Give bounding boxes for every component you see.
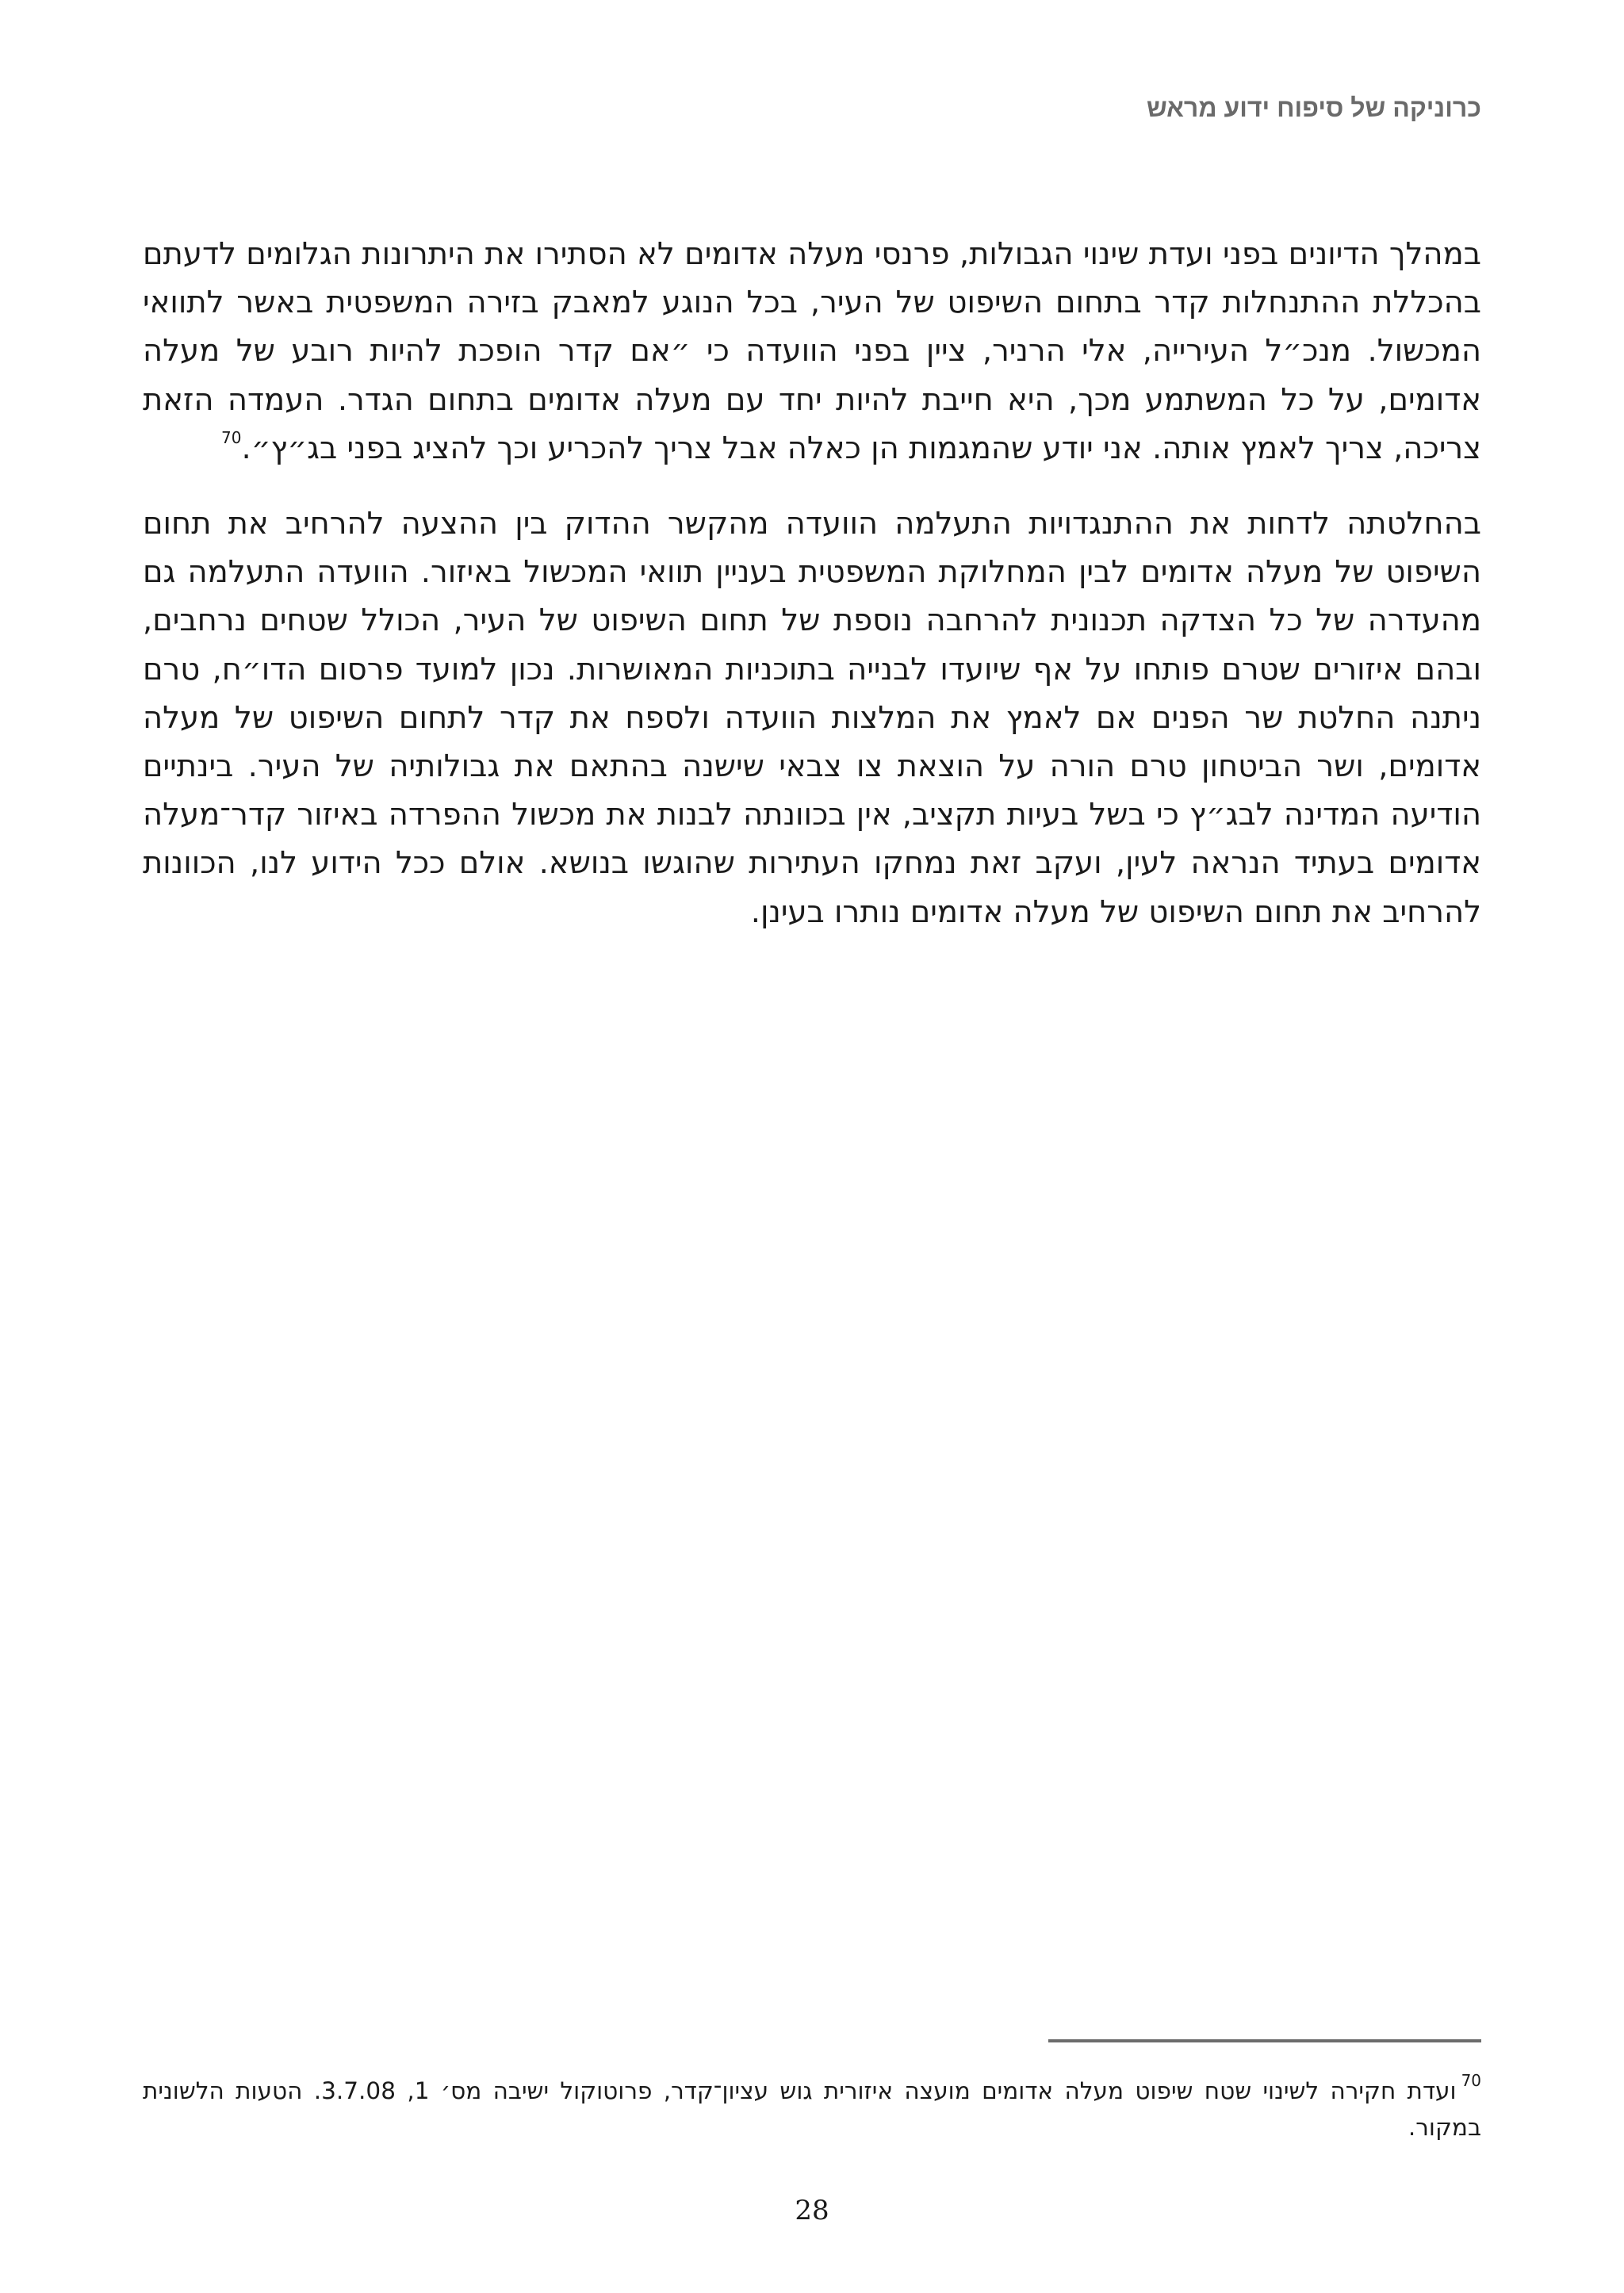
running-header-title: כרוניקה של סיפוח ידוע מראש <box>1146 94 1481 122</box>
footnote <box>143 2073 1481 2146</box>
main-text <box>143 230 1481 963</box>
paragraph-1-text: במהלך הדיונים בפני ועדת שינוי הגבולות, פרנסי מעלה אדומים לא הסתירו את היתרונות הגלומים לדעתם בהכללת ההתנחלות קדר בתחום השיפוט של העיר, בכל הנוגע למאבק בזירה המשפטית באשר לתוואי המכשול. מנכ״ל העירייה, אלי הרניר, ציין בפני הוועדה כי ״אם קדר הופכת להיות רובע של מעלה אדומים, על כל המשתמע מכך, היא חייבת להיות יחד עם מעלה אדומים בתחום הגדר. העמדה הזאת צריכה, צריך לאמץ אותה. אני יודע שהמגמות הן כאלה אבל צריך להכריע וכך להציג בפני בג״ץ״. <box>143 236 1481 466</box>
paragraph-2 <box>143 500 1481 936</box>
footnote-number: 70 <box>1461 2071 1482 2090</box>
paragraph-2-text: בהחלטתה לדחות את ההתנגדויות התעלמה הוועדה מהקשר ההדוק בין ההצעה להרחיב את תחום השיפוט של מעלה אדומים לבין המחלוקת המשפטית בעניין תוואי המכשול באיזור. הוועדה התעלמה גם מהעדרה של כל הצדקה תכנונית להרחבה נוספת של תחום השיפוט של העיר, הכולל שטחים נרחבים, ובהם איזורים שטרם פותחו על אף שיועדו לבנייה בתוכניות המאושרות. נכון למועד פרסום הדו״ח, טרם ניתנה החלטת שר הפנים אם לאמץ את המלצות הוועדה ולספח את קדר לתחום השיפוט של מעלה אדומים, ושר הביטחון טרם הורה על הוצאת צו צבאי שישנה בהתאם את גבולותיה של העיר. בינתיים הודיעה המדינה לבג״ץ כי בשל בעיות תקציב, אין בכוונתה לבנות את מכשול ההפרדה באיזור קדר־מעלה אדומים בעתיד הנראה לעין, ועקב זאת נמחקו העתירות שהוגשו בנושא. אולם ככל הידוע לנו, הכוונות להרחיב את תחום השיפוט של מעלה אדומים נותרו בעינן. <box>143 506 1481 930</box>
footnote-reference[interactable]: 70 <box>221 427 242 447</box>
page-number: 28 <box>795 2195 829 2226</box>
paragraph-1 <box>143 230 1481 473</box>
footnote-divider <box>1048 2039 1481 2042</box>
footnote-text: ועדת חקירה לשינוי שטח שיפוט מעלה אדומים מועצה איזורית גוש עציון־קדר, פרוטוקול ישיבה מס׳ 1, 3.7.08. הטעות הלשונית במקור. <box>143 2077 1481 2141</box>
